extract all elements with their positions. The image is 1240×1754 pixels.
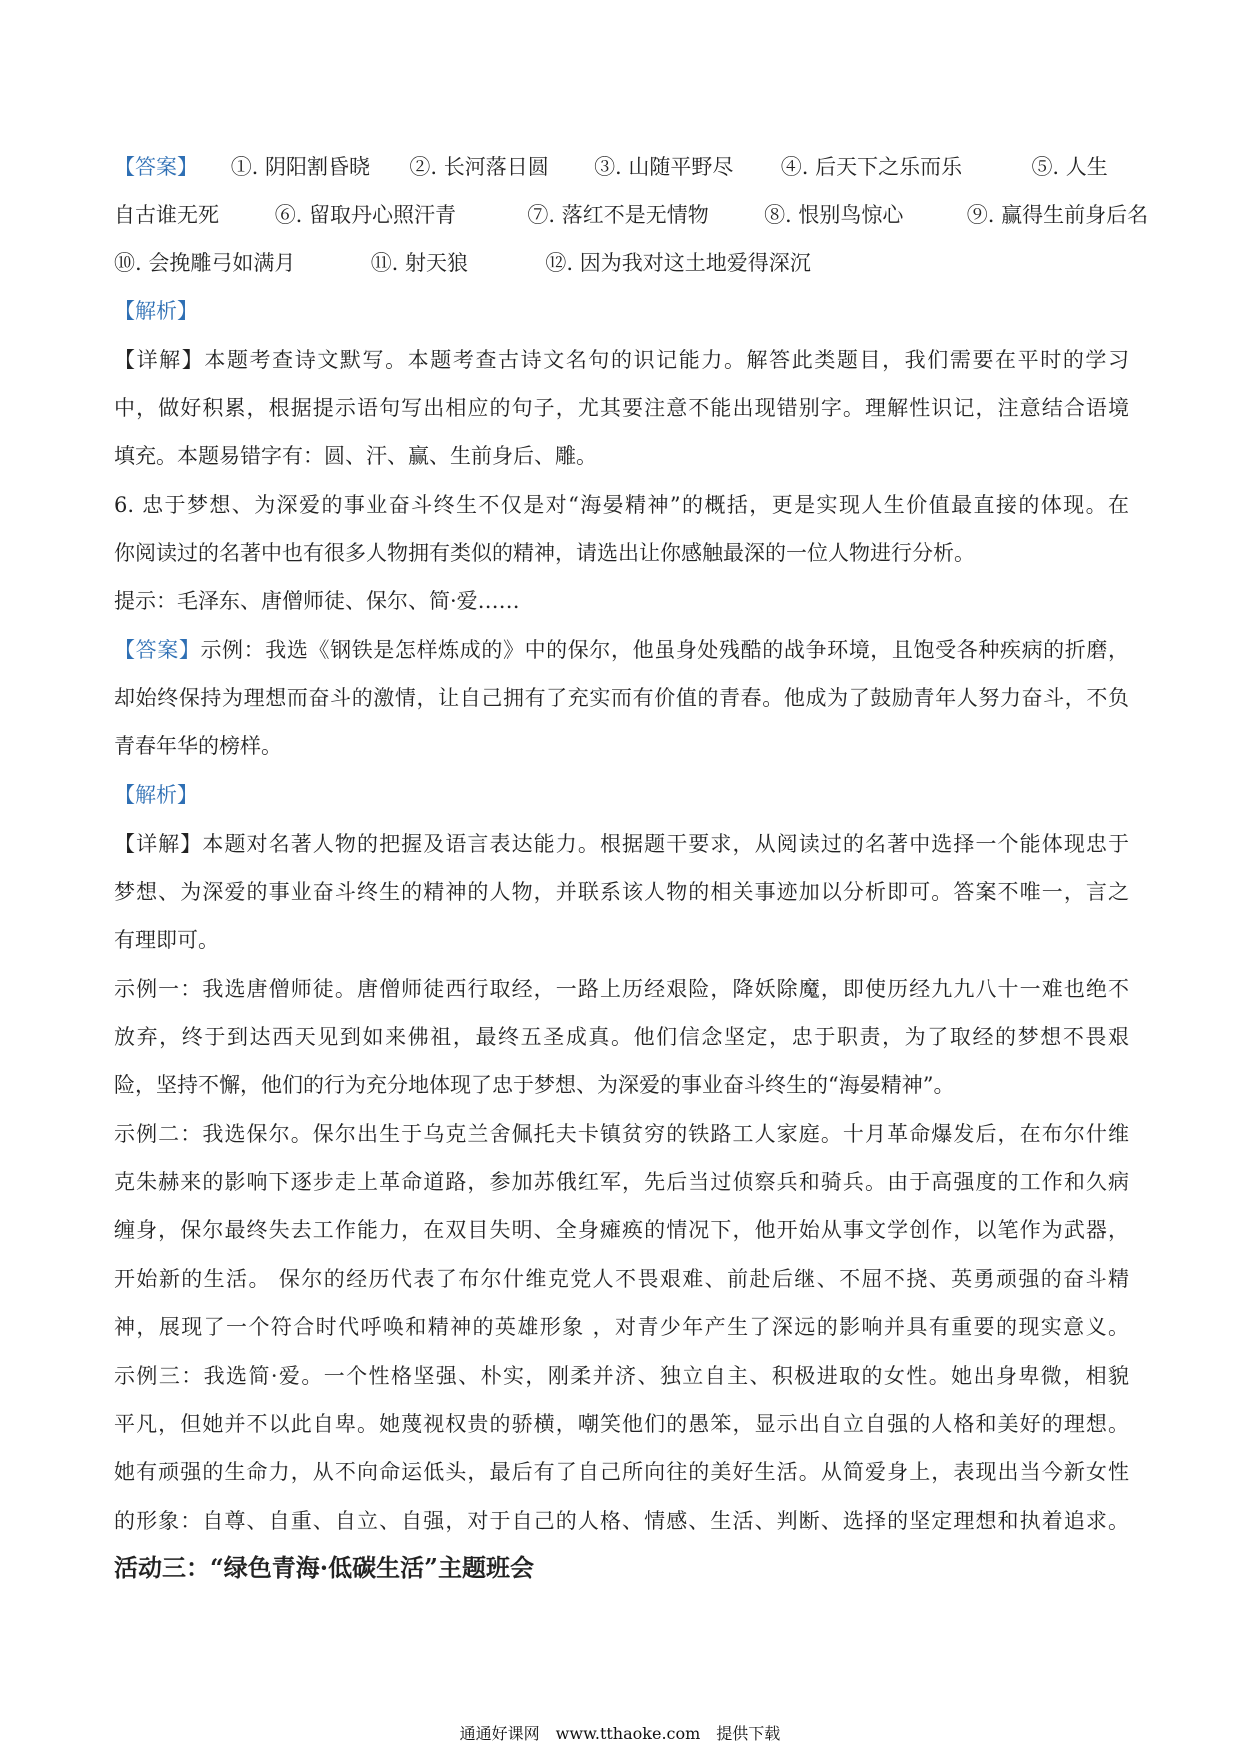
detail-line: 梦想、为深爱的事业奋斗终生的精神的人物，并联系该人物的相关事迹加以分析即可。答案不唯一，言之 (114, 880, 1129, 904)
answer-text: 示例：我选《钢铁是怎样炼成的》中的保尔，他虽身处残酷的战争环境，且饱受各种疾病的折磨， (200, 638, 1129, 662)
activity-heading: 活动三：“绿色青海·低碳生活”主题班会 (114, 1553, 534, 1582)
detail-line: 填充。本题易错字有：圆、汗、赢、生前身后、雕。 (114, 444, 597, 468)
example-line: 平凡，但她并不以此自卑。她蔑视权贵的骄横，嘲笑他们的愚笨，显示出自立自强的人格和美好的理想。 (114, 1412, 1129, 1436)
detail-line: 中，做好积累，根据提示语句写出相应的句子，尤其要注意不能出现错别字。理解性识记，注意结合语境 (114, 396, 1129, 420)
example-line: 神，展现了一个符合时代呼唤和精神的英雄形象 ，对青少年产生了深远的影响并具有重要的现实意义。 (114, 1315, 1129, 1339)
example-line: 示例二：我选保尔。保尔出生于乌克兰舍佩托夫卡镇贫穷的铁路工人家庭。十月革命爆发后，在布尔什维 (114, 1122, 1129, 1146)
answer-item: ⑤. 人生 (1031, 155, 1108, 179)
answer-item: ②. 长河落日圆 (409, 155, 549, 179)
analysis-tag: 【解析】 (114, 299, 198, 323)
answer-item: ⑨. 赢得生前身后名 (966, 203, 1149, 227)
example-line: 放弃，终于到达西天见到如来佛祖，最终五圣成真。他们信念坚定，忠于职责，为了取经的梦想不畏艰 (114, 1025, 1129, 1049)
question-line: 6. 忠于梦想、为深爱的事业奋斗终生不仅是对“海晏精神”的概括，更是实现人生价值最直接的体现。在 (114, 493, 1129, 517)
example-line: 克朱赫来的影响下逐步走上革命道路，参加苏俄红军，先后当过侦察兵和骑兵。由于高强度的工作和久病 (114, 1170, 1129, 1194)
page-footer: 通通好课网 www.tthaoke.com 提供下载 (459, 1724, 781, 1743)
detail-line: 有理即可。 (114, 928, 219, 952)
answer-item: ⑧. 恨别鸟惊心 (764, 203, 904, 227)
detail-line: 【详解】本题考查诗文默写。本题考查古诗文名句的识记能力。解答此类题目，我们需要在平时的学习 (114, 348, 1129, 372)
example-line: 险，坚持不懈，他们的行为充分地体现了忠于梦想、为深爱的事业奋斗终生的“海晏精神”。 (114, 1073, 955, 1097)
answer-item: ①. 阴阳割昏晓 (230, 155, 371, 179)
example-line: 示例三：我选简·爱。一个性格坚强、朴实，刚柔并济、独立自主、积极进取的女性。她出身卑微，相貌 (114, 1364, 1129, 1388)
question-line: 你阅读过的名著中也有很多人物拥有类似的精神，请选出让你感触最深的一位人物进行分析。 (114, 541, 975, 565)
example-line: 开始新的生活。 保尔的经历代表了布尔什维克党人不畏艰难、前赴后继、不屈不挠、英勇顽强的奋斗精 (114, 1267, 1129, 1291)
hint-line: 提示：毛泽东、唐僧师徒、保尔、简·爱…… (114, 589, 520, 613)
example-line: 示例一：我选唐僧师徒。唐僧师徒西行取经，一路上历经艰险，降妖除魔，即使历经九九八十一难也绝不 (114, 977, 1129, 1001)
answer-line: 却始终保持为理想而奋斗的激情，让自己拥有了充实而有价值的青春。他成为了鼓励青年人努力奋斗，不负 (114, 686, 1129, 710)
answer-line: 青春年华的榜样。 (114, 734, 282, 758)
example-line: 她有顽强的生命力，从不向命运低头，最后有了自己所向往的美好生活。从简爱身上，表现出当今新女性 (114, 1460, 1129, 1484)
answer-item: ⑦. 落红不是无情物 (527, 203, 709, 227)
answer-item: ④. 后天下之乐而乐 (780, 155, 963, 179)
analysis-tag: 【解析】 (114, 783, 198, 807)
answer-line-1 (114, 152, 1129, 182)
answer-line-2 (114, 200, 1149, 230)
answer-tag: 【答案】 (114, 155, 198, 179)
answer-item: ⑪. 射天狼 (370, 251, 469, 275)
answer-item: ⑩. 会挽雕弓如满月 (114, 251, 296, 275)
answer-item: ⑥. 留取丹心照汗青 (274, 203, 457, 227)
answer-line-3 (114, 248, 1129, 278)
answer-item: 自古谁无死 (114, 203, 219, 227)
detail-line: 【详解】本题对名著人物的把握及语言表达能力。根据题干要求，从阅读过的名著中选择一个能体现忠于 (114, 832, 1129, 856)
answer-tag: 【答案】 (114, 638, 201, 662)
answer-item: ③. 山随平野尽 (594, 155, 734, 179)
answer-line (114, 635, 1129, 665)
answer-item: ⑫. 因为我对这土地爱得深沉 (545, 251, 811, 275)
example-line: 的形象：自尊、自重、自立、自强，对于自己的人格、情感、生活、判断、选择的坚定理想和执着追求。 (114, 1509, 1129, 1533)
example-line: 缠身，保尔最终失去工作能力，在双目失明、全身瘫痪的情况下，他开始从事文学创作，以笔作为武器， (114, 1218, 1129, 1242)
